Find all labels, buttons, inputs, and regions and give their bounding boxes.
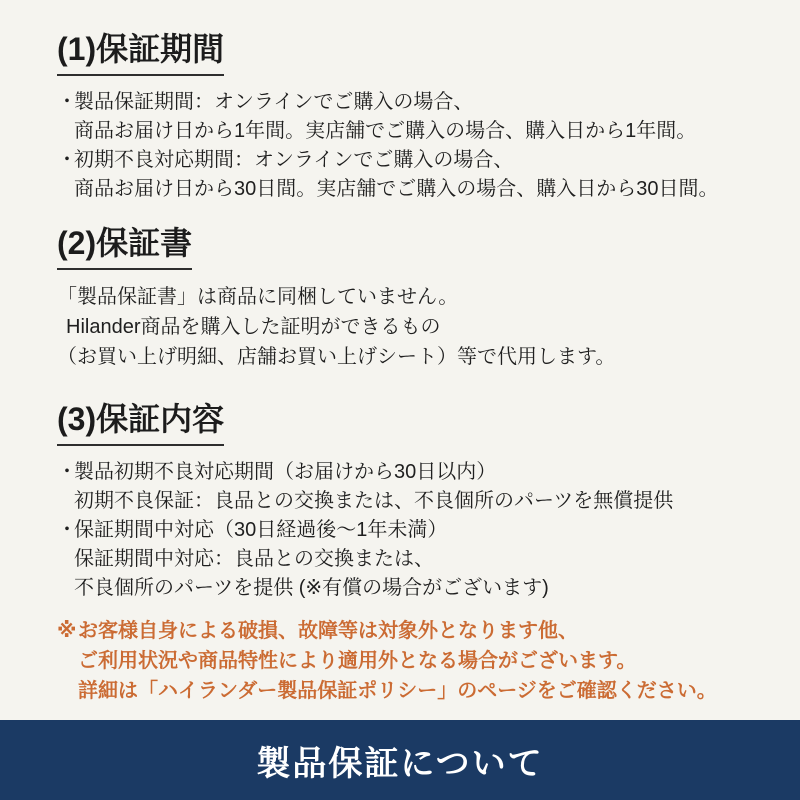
page-title: 製品保証について xyxy=(256,744,544,783)
bullet-dot: ・ xyxy=(57,149,77,171)
item-text-line: 初期不良対応期間：オンラインでご購入の場合、 xyxy=(74,149,514,171)
warranty-period-list xyxy=(57,88,764,204)
item-text-line: 初期不良保証：良品との交換または、不良個所のパーツを無償提供 xyxy=(74,490,674,512)
item-text-line: 製品初期不良対応期間（お届けから30日以内） xyxy=(74,461,497,483)
item-text-line: 保証期間中対応：良品との交換または、 xyxy=(74,548,434,570)
section-heading-warranty-period: (1)保証期間 xyxy=(57,30,224,76)
paragraph-line: 「製品保証書」は商品に同梱していません。 xyxy=(57,286,459,308)
item-text-line: 不良個所のパーツを提供 (※有償の場合がございます) xyxy=(74,577,549,599)
item-text-line: 保証期間中対応（30日経過後〜1年未満） xyxy=(74,519,448,541)
paragraph-line: Hilander商品を購入した証明ができるもの xyxy=(66,316,441,338)
paragraph-line: （お買い上げ明細、店舗お買い上げシート）等で代用します。 xyxy=(57,346,616,368)
note-text-line: ご利用状況や商品特性により適用外となる場合がございます。 xyxy=(78,650,637,672)
warranty-coverage-list xyxy=(57,458,764,603)
note-text-line: お客様自身による破損、故障等は対象外となります他、 xyxy=(78,620,578,642)
bullet-dot: ・ xyxy=(57,91,77,113)
item-text-line: 製品保証期間：オンラインでご購入の場合、 xyxy=(74,91,474,113)
item-text-line: 商品お届け日から30日間。実店舗でご購入の場合、購入日から30日間。 xyxy=(74,178,719,200)
list-item xyxy=(57,516,764,603)
bullet-dot: ・ xyxy=(57,519,77,541)
section-warranty-coverage xyxy=(57,400,764,603)
section-warranty-card xyxy=(57,224,764,372)
footer-title-bar xyxy=(0,720,800,800)
list-item xyxy=(57,88,764,146)
note-asterisk-mark: ※ xyxy=(57,620,77,642)
list-item xyxy=(57,458,764,516)
item-text-line: 商品お届け日から1年間。実店舗でご購入の場合、購入日から1年間。 xyxy=(74,120,697,142)
section-heading-warranty-card: (2)保証書 xyxy=(57,224,192,270)
section-warranty-period xyxy=(57,30,764,204)
warranty-card-paragraph xyxy=(57,282,764,372)
disclaimer-note xyxy=(57,616,764,706)
list-item xyxy=(57,146,764,204)
bullet-dot: ・ xyxy=(57,461,77,483)
note-text-line: 詳細は「ハイランダー製品保証ポリシー」のページをご確認ください。 xyxy=(78,680,717,702)
section-heading-warranty-coverage: (3)保証内容 xyxy=(57,400,224,446)
